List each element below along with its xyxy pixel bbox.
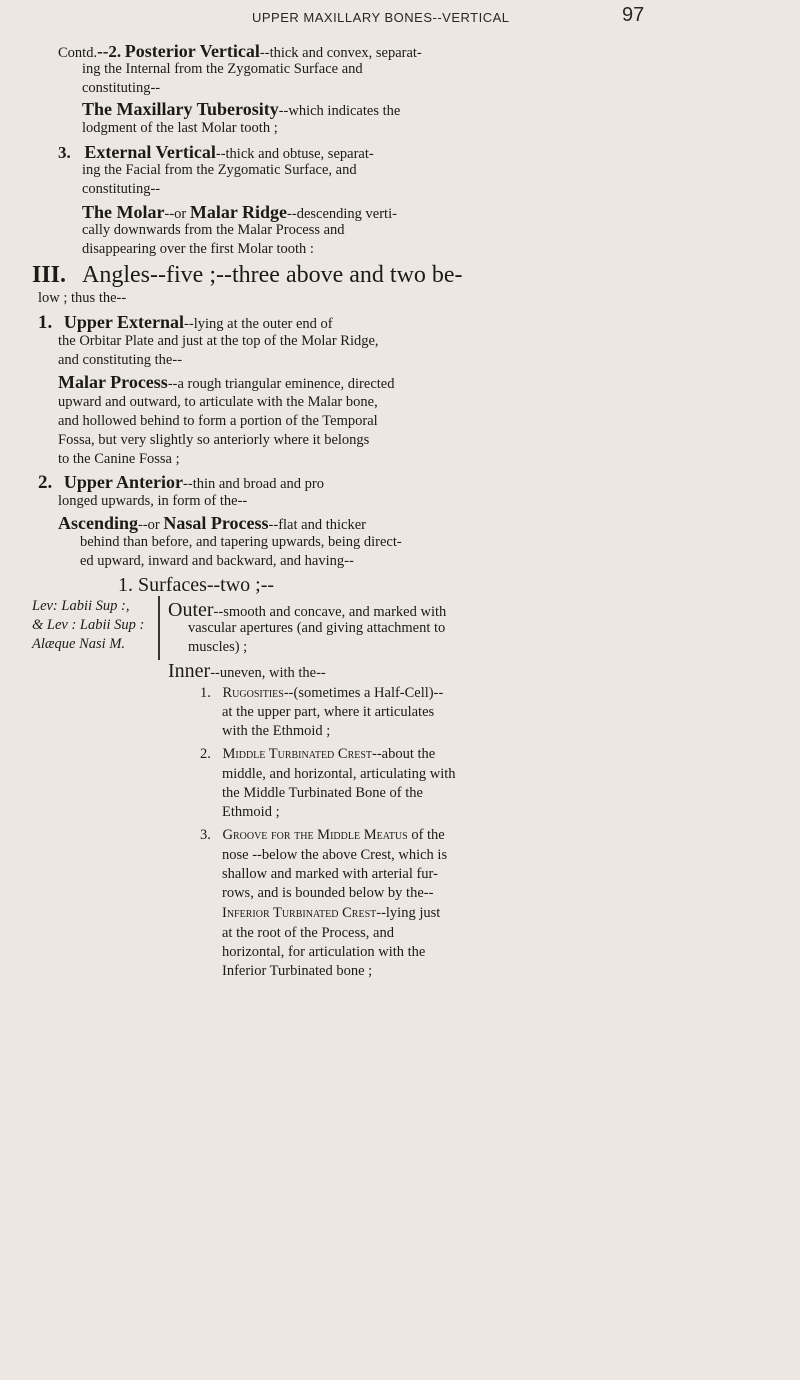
text-line: at the upper part, where it articulates xyxy=(222,704,435,720)
text-line: ing the Internal from the Zygomatic Surface and xyxy=(82,61,363,77)
text-line: Inferior Turbinated Crest--lying just xyxy=(222,905,441,921)
text-line: Malar Process--a rough triangular eminence, directed xyxy=(58,372,395,392)
text-line: Contd.--2. Posterior Vertical--thick and convex, separat- xyxy=(58,41,422,61)
text-line: at the root of the Process, and xyxy=(222,925,394,941)
text-line: middle, and horizontal, articulating with xyxy=(222,766,456,782)
text-line: Inner--uneven, with the-- xyxy=(168,660,326,682)
text-line: rows, and is bounded below by the-- xyxy=(222,885,434,901)
text-line: muscles) ; xyxy=(188,639,248,655)
text-line: vascular apertures (and giving attachment to xyxy=(188,620,446,636)
text-line: disappearing over the first Molar tooth : xyxy=(82,241,314,257)
bracket-rule xyxy=(158,596,160,660)
text-line: the Middle Turbinated Bone of the xyxy=(222,785,423,801)
text-line: shallow and marked with arterial fur- xyxy=(222,866,438,882)
text-line: upward and outward, to articulate with the Malar bone, xyxy=(58,394,378,410)
text-line: 1. Upper External--lying at the outer end of xyxy=(38,312,333,333)
text-line: Ascending--or Nasal Process--flat and thicker xyxy=(58,513,366,533)
text-line: constituting-- xyxy=(82,80,161,96)
text-line: longed upwards, in form of the-- xyxy=(58,493,248,509)
text-line: with the Ethmoid ; xyxy=(222,723,331,739)
text-line: Outer--smooth and concave, and marked with xyxy=(168,599,447,621)
text-line: low ; thus the-- xyxy=(38,290,127,306)
text-line: and constituting the-- xyxy=(58,352,183,368)
section-heading: III. Angles--five ;--three above and two be- xyxy=(32,262,463,288)
text-line: Ethmoid ; xyxy=(222,804,280,820)
text-line: 2. Upper Anterior--thin and broad and pro xyxy=(38,472,324,493)
text-line: and hollowed behind to form a portion of the Temporal xyxy=(58,413,378,429)
text-line: nose --below the above Crest, which is xyxy=(222,847,448,863)
text-line: the Orbitar Plate and just at the top of the Molar Ridge, xyxy=(58,333,379,349)
text-line: behind than before, and tapering upwards, being direct- xyxy=(80,534,402,550)
side-note: Lev: Labii Sup :, xyxy=(32,598,130,614)
subheading: 1. Surfaces--two ;-- xyxy=(118,574,275,596)
text-line: lodgment of the last Molar tooth ; xyxy=(82,120,278,136)
side-note: Alæque Nasi M. xyxy=(32,636,126,652)
text-line: 1. Rugosities--(sometimes a Half-Cell)-- xyxy=(200,685,444,701)
text-line: The Molar--or Malar Ridge--descending verti- xyxy=(82,202,397,222)
text-line: Fossa, but very slightly so anteriorly where it belongs xyxy=(58,432,370,448)
text-line: Inferior Turbinated bone ; xyxy=(222,963,373,979)
text-line: constituting-- xyxy=(82,181,161,197)
text-line: 3. External Vertical--thick and obtuse, separat- xyxy=(58,142,374,162)
text-line: cally downwards from the Malar Process and xyxy=(82,222,345,238)
text-line: 3. Groove for the Middle Meatus of the xyxy=(200,827,445,843)
text-line: The Maxillary Tuberosity--which indicates the xyxy=(82,99,401,119)
running-head: UPPER MAXILLARY BONES--VERTICAL xyxy=(252,10,510,25)
text-line: 2. Middle Turbinated Crest--about the xyxy=(200,746,436,762)
text-line: horizontal, for articulation with the xyxy=(222,944,426,960)
text-line: ing the Facial from the Zygomatic Surface, and xyxy=(82,162,357,178)
text-line: to the Canine Fossa ; xyxy=(58,451,180,467)
side-note: & Lev : Labii Sup : xyxy=(32,617,145,633)
text-line: ed upward, inward and backward, and having-- xyxy=(80,553,354,569)
page-number: 97 xyxy=(622,4,645,26)
